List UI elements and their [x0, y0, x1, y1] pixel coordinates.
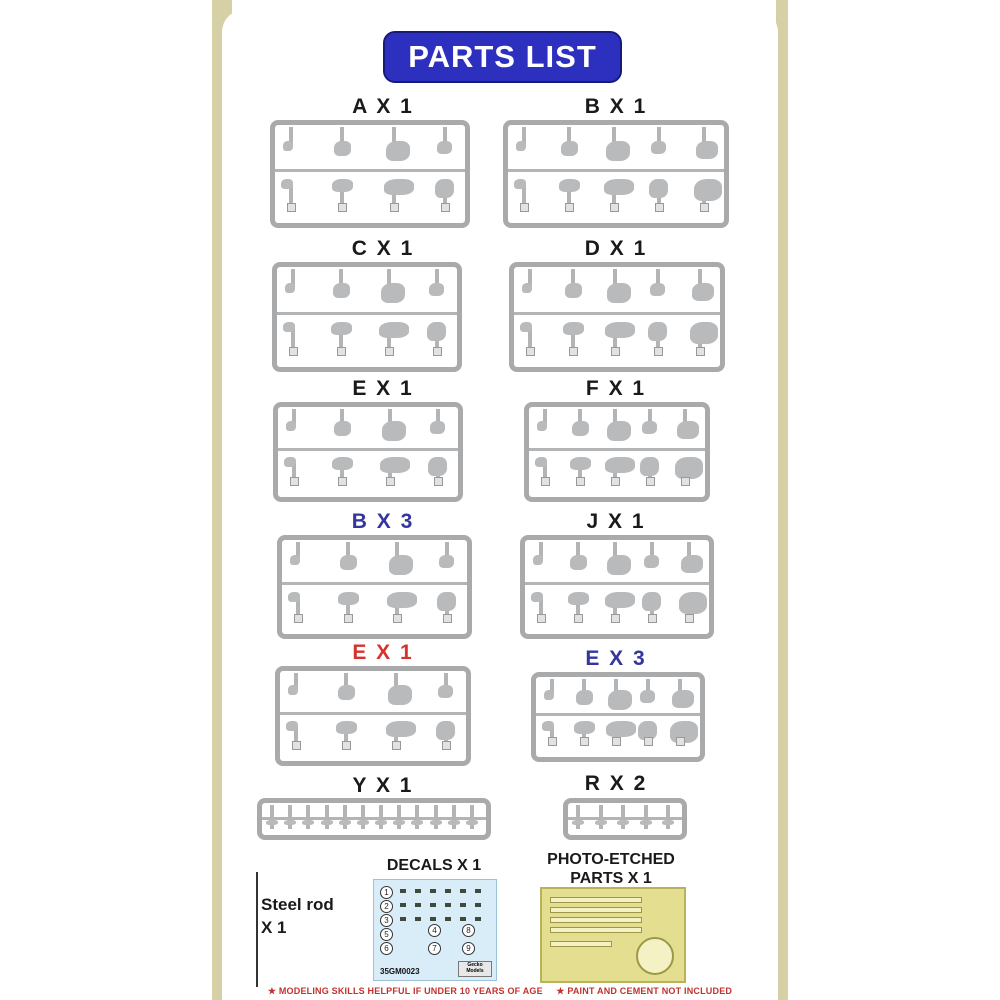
sprue-part	[570, 555, 587, 570]
sprue-part	[428, 457, 447, 476]
decal-mark	[415, 917, 421, 921]
sprue-gate	[397, 805, 401, 829]
sprue-gate	[576, 805, 580, 829]
sprue-part	[288, 592, 300, 602]
part-number	[289, 347, 298, 356]
sprue-part	[411, 820, 423, 825]
photo-etched-line2: PARTS X 1	[570, 870, 652, 887]
sprue-b-x3	[277, 535, 472, 639]
sprue-gate	[452, 805, 456, 829]
sprue-part	[696, 141, 718, 159]
sprue-part	[679, 592, 707, 614]
label-sprue-d: D X 1	[584, 237, 648, 260]
sprue-part	[302, 820, 314, 825]
decal-mark	[475, 917, 481, 921]
decal-mark	[415, 903, 421, 907]
decal-number: 3	[380, 914, 393, 927]
part-number	[337, 347, 346, 356]
sprue-part	[334, 141, 351, 156]
sprue-part	[332, 457, 353, 470]
sprue-part	[375, 820, 387, 825]
sprue-part	[544, 690, 554, 700]
sprue-part	[338, 592, 359, 605]
sprue-part	[388, 685, 412, 705]
pe-strip	[550, 897, 642, 903]
sprue-runner	[514, 312, 720, 315]
sprue-part	[393, 820, 405, 825]
decal-number: 7	[428, 942, 441, 955]
decal-mark	[460, 903, 466, 907]
part-number	[386, 477, 395, 486]
sprue-e-x3	[531, 672, 705, 762]
part-number	[610, 203, 619, 212]
part-number	[342, 741, 351, 750]
sprue-gate	[415, 805, 419, 829]
sprue-part	[568, 592, 589, 605]
sprue-part	[606, 141, 630, 161]
sprue-runner	[529, 448, 705, 451]
label-sprue-e: E X 1	[352, 377, 414, 400]
sprue-gate	[270, 805, 274, 829]
label-sprue-y: Y X 1	[352, 774, 414, 797]
part-number	[646, 477, 655, 486]
sprue-e-red	[275, 666, 471, 766]
sprue-part	[692, 283, 714, 301]
sprue-r	[563, 798, 687, 840]
sprue-gate	[343, 805, 347, 829]
sprue-runner	[525, 582, 709, 585]
sprue-part	[437, 592, 456, 611]
decal-mark	[445, 903, 451, 907]
sprue-part	[535, 457, 547, 467]
sprue-part	[266, 820, 278, 825]
decal-mark	[430, 903, 436, 907]
sprue-part	[640, 457, 659, 476]
footer-right: ★ PAINT AND CEMENT NOT INCLUDED	[556, 986, 733, 996]
sprue-part	[644, 555, 659, 568]
sprue-part	[386, 721, 416, 737]
steel-rod-line2: X 1	[261, 918, 287, 937]
sprue-part	[605, 457, 635, 473]
part-number	[655, 203, 664, 212]
part-number	[390, 203, 399, 212]
part-number	[294, 614, 303, 623]
part-number	[681, 477, 690, 486]
sprue-part	[642, 421, 657, 434]
decal-mark	[430, 889, 436, 893]
sprue-part	[542, 721, 554, 731]
sprue-part	[520, 322, 532, 332]
decal-mark	[430, 917, 436, 921]
part-number	[685, 614, 694, 623]
sprue-gate	[288, 805, 292, 829]
sprue-part	[651, 141, 666, 154]
part-number	[338, 477, 347, 486]
sprue-part	[290, 555, 300, 565]
sprue-part	[607, 555, 631, 575]
label-sprue-c: C X 1	[351, 237, 415, 260]
part-number	[442, 741, 451, 750]
part-number	[580, 737, 589, 746]
sprue-part	[677, 421, 699, 439]
sprue-runner	[278, 448, 458, 451]
sprue-part	[332, 179, 353, 192]
sprue-part	[384, 179, 414, 195]
sprue-part	[336, 721, 357, 734]
label-sprue-r: R X 2	[584, 772, 648, 795]
sprue-part	[576, 690, 593, 705]
sprue-part	[379, 322, 409, 338]
part-number	[434, 477, 443, 486]
steel-rod-line	[256, 872, 258, 987]
steel-rod-line1: Steel rod	[261, 895, 334, 914]
sprue-part	[439, 555, 454, 568]
sprue-runner	[275, 169, 465, 172]
footer	[222, 986, 778, 997]
label-sprue-f: F X 1	[585, 377, 647, 400]
sprue-part	[381, 283, 405, 303]
sprue-part	[561, 141, 578, 156]
sprue-part	[286, 721, 298, 731]
sprue-runner	[280, 712, 466, 715]
part-number	[569, 347, 578, 356]
sprue-part	[333, 283, 350, 298]
sprue-part	[340, 555, 357, 570]
sprue-part	[690, 322, 718, 344]
sprue-part	[570, 457, 591, 470]
sprue-gate	[621, 805, 625, 829]
sprue-part	[572, 421, 589, 436]
sprue-gate	[325, 805, 329, 829]
part-number	[700, 203, 709, 212]
photo-etched-title	[528, 850, 694, 888]
part-number	[392, 741, 401, 750]
sprue-part	[435, 179, 454, 198]
sprue-part	[516, 141, 526, 151]
sprue-part	[522, 283, 532, 293]
decal-mark	[415, 889, 421, 893]
sprue-part	[604, 179, 634, 195]
label-sprue-b-x3: B X 3	[351, 510, 415, 533]
part-number	[548, 737, 557, 746]
sprue-part	[694, 179, 722, 201]
photo-etched-line1: PHOTO-ETCHED	[547, 851, 675, 868]
sprue-part	[387, 592, 417, 608]
sprue-y	[257, 798, 491, 840]
sprue-part	[648, 322, 667, 341]
part-number	[526, 347, 535, 356]
part-number	[338, 203, 347, 212]
sprue-gate	[306, 805, 310, 829]
sprue-part	[436, 721, 455, 740]
sprue-part	[427, 322, 446, 341]
sprue-gate	[666, 805, 670, 829]
sprue-part	[430, 421, 445, 434]
sprue-part	[284, 457, 296, 467]
sprue-gate	[470, 805, 474, 829]
sprue-part	[675, 457, 703, 479]
sprue-gate	[644, 805, 648, 829]
sprue-part	[386, 141, 410, 161]
sprue-part	[430, 820, 442, 825]
part-number	[654, 347, 663, 356]
part-number	[287, 203, 296, 212]
decal-number: 8	[462, 924, 475, 937]
decal-mark	[445, 889, 451, 893]
decal-mark	[445, 917, 451, 921]
part-number	[290, 477, 299, 486]
part-number	[565, 203, 574, 212]
sprue-part	[640, 820, 652, 825]
sprue-gate	[379, 805, 383, 829]
decal-mark	[475, 903, 481, 907]
sprue-part	[389, 555, 413, 575]
part-number	[676, 737, 685, 746]
sprue-part	[537, 421, 547, 431]
sprue-part	[334, 421, 351, 436]
decal-number: 1	[380, 886, 393, 899]
part-number	[696, 347, 705, 356]
sprue-part	[672, 690, 694, 708]
pe-strip	[550, 927, 642, 933]
sprue-runner	[536, 713, 700, 716]
decal-number: 4	[428, 924, 441, 937]
part-number	[612, 737, 621, 746]
part-number	[611, 614, 620, 623]
part-number	[611, 477, 620, 486]
sprue-part	[605, 592, 635, 608]
sprue-part	[357, 820, 369, 825]
sprue-part	[331, 322, 352, 335]
sprue-part	[283, 322, 295, 332]
sprue-part	[608, 690, 632, 710]
sprue-part	[572, 820, 584, 825]
sprue-part	[531, 592, 543, 602]
sprue-part	[607, 421, 631, 441]
pe-strip	[550, 917, 642, 923]
part-number	[344, 614, 353, 623]
sprue-b	[503, 120, 729, 228]
sprue-part	[640, 690, 655, 703]
part-number	[385, 347, 394, 356]
sprue-part	[650, 283, 665, 296]
sprue-part	[574, 721, 595, 734]
sprue-j	[520, 535, 714, 639]
sprue-part	[438, 685, 453, 698]
sprue-part	[437, 141, 452, 154]
sprue-gate	[361, 805, 365, 829]
decal-number: 9	[462, 942, 475, 955]
decal-mark	[460, 889, 466, 893]
part-number	[520, 203, 529, 212]
sprue-part	[448, 820, 460, 825]
sprue-runner	[508, 169, 724, 172]
sprue-gate	[599, 805, 603, 829]
sprue-part	[285, 283, 295, 293]
sprue-f	[524, 402, 710, 502]
sprue-runner	[277, 312, 457, 315]
sprue-part	[338, 685, 355, 700]
part-number	[541, 477, 550, 486]
label-sprue-e-red: E X 1	[352, 641, 414, 664]
steel-rod-label	[261, 893, 334, 939]
sprue-part	[286, 421, 296, 431]
decal-mark	[400, 889, 406, 893]
pe-strip	[550, 941, 612, 947]
part-number	[537, 614, 546, 623]
sprue-part	[559, 179, 580, 192]
sprue-runner	[282, 582, 467, 585]
decal-mark	[400, 903, 406, 907]
decal-mark	[400, 917, 406, 921]
sprue-part	[563, 322, 584, 335]
sprue-gate	[434, 805, 438, 829]
sprue-a	[270, 120, 470, 228]
part-number	[441, 203, 450, 212]
label-sprue-b: B X 1	[584, 95, 648, 118]
sprue-part	[662, 820, 674, 825]
sprue-d	[509, 262, 725, 372]
part-number	[433, 347, 442, 356]
sprue-part	[288, 685, 298, 695]
decal-sheet	[373, 879, 497, 981]
photo-etched-fret	[540, 887, 686, 983]
sprue-part	[565, 283, 582, 298]
part-number	[393, 614, 402, 623]
sprue-part	[605, 322, 635, 338]
sprue-c	[272, 262, 462, 372]
part-number	[576, 477, 585, 486]
sprue-part	[642, 592, 661, 611]
sprue-part	[649, 179, 668, 198]
sprue-part	[380, 457, 410, 473]
footer-left: ★ MODELING SKILLS HELPFUL IF UNDER 10 YEARS OF AGE	[267, 986, 543, 996]
sprue-part	[283, 141, 293, 151]
part-number	[292, 741, 301, 750]
label-sprue-a: A X 1	[352, 95, 414, 118]
decal-mark	[460, 917, 466, 921]
label-sprue-j: J X 1	[586, 510, 646, 533]
decal-code: 35GM0023	[380, 967, 420, 976]
sprue-part	[466, 820, 478, 825]
sprue-part	[281, 179, 293, 189]
decal-number: 2	[380, 900, 393, 913]
decals-title: DECALS X 1	[386, 857, 482, 874]
part-number	[443, 614, 452, 623]
part-number	[648, 614, 657, 623]
part-number	[574, 614, 583, 623]
gecko-logo: Gecko Models	[458, 961, 492, 977]
sprue-part	[607, 283, 631, 303]
sprue-part	[429, 283, 444, 296]
sprue-part	[321, 820, 333, 825]
sprue-part	[533, 555, 543, 565]
sprue-part	[681, 555, 703, 573]
pe-strip	[550, 907, 642, 913]
decal-number: 5	[380, 928, 393, 941]
sprue-part	[606, 721, 636, 737]
sprue-part	[514, 179, 526, 189]
page-title: PARTS LIST	[383, 31, 622, 83]
label-sprue-e-x3: E X 3	[585, 647, 647, 670]
sprue-part	[617, 820, 629, 825]
sprue-part	[382, 421, 406, 441]
decal-mark	[475, 889, 481, 893]
sprue-e	[273, 402, 463, 502]
pe-wheel	[636, 937, 674, 975]
part-number	[611, 347, 620, 356]
decal-number: 6	[380, 942, 393, 955]
sprue-part	[339, 820, 351, 825]
sprue-part	[595, 820, 607, 825]
part-number	[644, 737, 653, 746]
sprue-part	[284, 820, 296, 825]
